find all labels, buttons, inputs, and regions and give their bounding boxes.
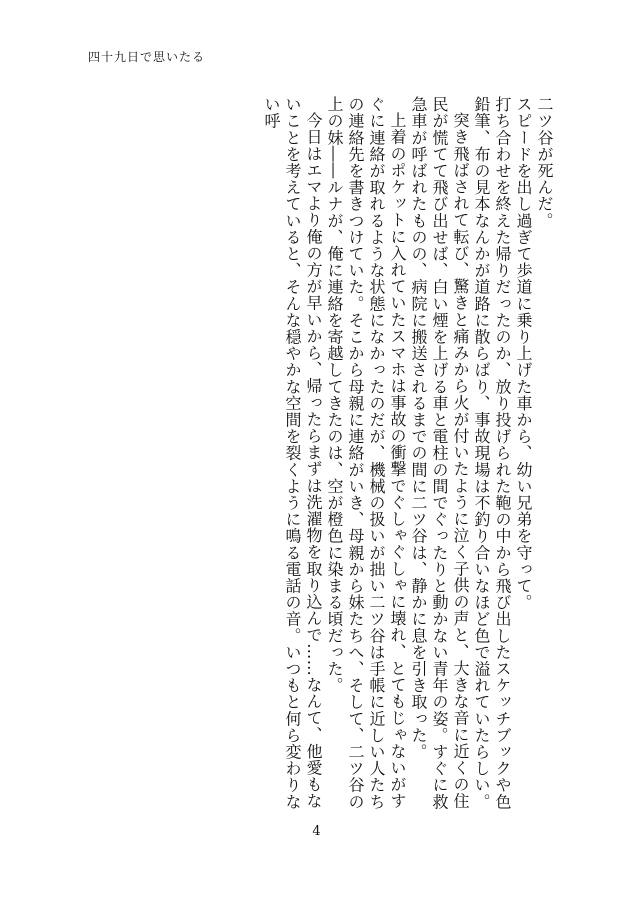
paragraph-1: 二ツ谷が死んだ。 — [535, 96, 554, 229]
paragraph-2: スピードを出し過ぎて歩道に乗り上げた車から、幼い兄弟を守って。 — [514, 96, 533, 611]
paragraph-4: 突き飛ばされて転び、驚きと痛みから火が付いたように泣く子供の声と、大きな音に近くの住民が慌てて飛び出せば、白い煙を上げる車と電柱の間でぐったりと動かない青年の姿。すぐに救急車が呼ばれたものの、病院に搬送されるまでの間に二ツ谷は、静かに息を引き取った。 — [409, 96, 470, 810]
paragraph-3: 打ち合わせを終えた帰りだったのか、放り投げられた鞄の中から飛び出したスケッチブックや色鉛筆、布の見本なんかが道路に散らばり、事故現場は不釣り合いなほど色で溢れていたらしい。 — [472, 96, 512, 810]
vertical-body-text — [261, 96, 555, 816]
paragraph-5: 上着のポケットに入れていたスマホは事故の衝撃でぐしゃぐしゃに壊れ、とてもじゃないがすぐに連絡が取れるような状態になかったのだが、機械の扱いが拙い二ツ谷は手帳に近しい人たちの連絡先を書きつけていた。そこから母親に連絡がいき、母親から妹たちへ、そして、二ツ谷の上の妹――ルナが、俺に連絡を寄越してきたのは、空が橙色に染まる頃だった。 — [325, 96, 407, 810]
running-header: 四十九日で思いたる — [88, 50, 206, 64]
page-number: 4 — [312, 824, 321, 839]
paragraph-6: 今日はエマより俺の方が早いから、帰ったらまずは洗濯物を取り込んで……なんて、他愛もないことを考えていると、そんな穏やかな空間を裂くように鳴る電話の音。いつもと何ら変わりない呼 — [262, 96, 323, 810]
